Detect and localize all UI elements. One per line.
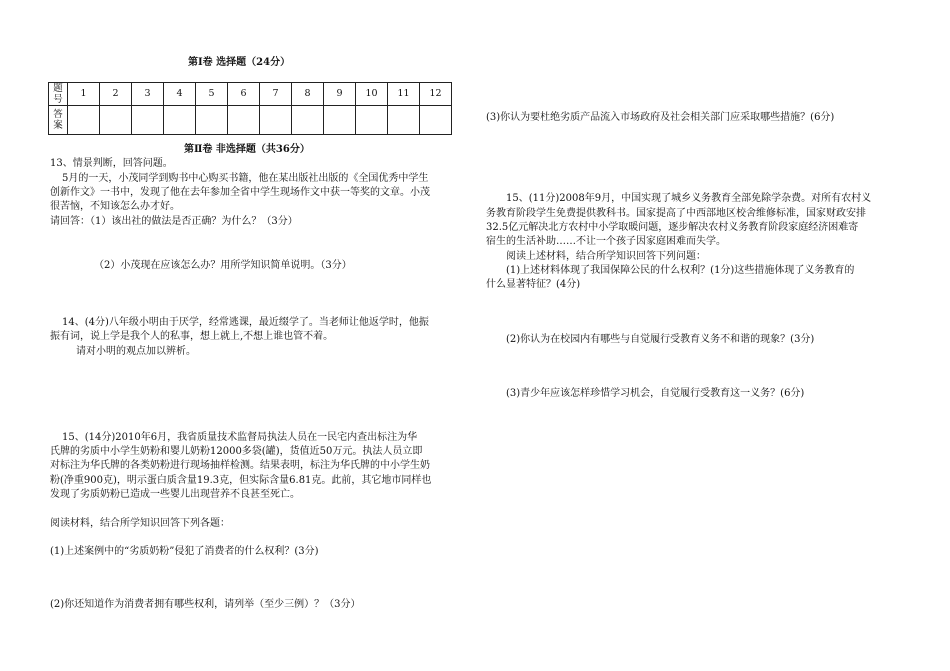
q15b-question-2: (2)你认为在校园内有哪些与自觉履行受教育义务不和谐的现象？(3分) <box>506 334 815 345</box>
q13-text-line: 创新作文》一书中，发现了他在去年参加全省中学生现场作文中获一等奖的文章。小茂 <box>50 187 430 198</box>
answer-cell[interactable] <box>356 106 388 135</box>
q15a-text-line: 发现了劣质奶粉已造成一些婴儿出现营养不良甚至死亡。 <box>50 489 300 500</box>
number-cell: 9 <box>324 83 356 106</box>
q13-text-line: 很苦恼，不知该怎么办才好。 <box>50 201 180 212</box>
q15a-text-line: 氏牌的劣质中小学生奶粉和婴儿奶粉12000多袋(罐)，货值近50万元。执法人员立即 <box>50 446 423 457</box>
q14-text-line: 振有词，说上学是我个人的私事，想上就上,不想上谁也管不着。 <box>50 331 334 342</box>
part1-title: 第Ⅰ卷 选择题（24分） <box>188 57 291 68</box>
answer-row <box>49 106 452 135</box>
q15a-question-3: (3)你认为要杜绝劣质产品流入市场政府及社会相关部门应采取哪些措施？(6分) <box>486 112 835 123</box>
q15b-text-line: 宿生的生活补助……不让一个孩子因家庭困难而失学。 <box>486 236 726 247</box>
answer-cell[interactable] <box>388 106 420 135</box>
answer-cell[interactable] <box>420 106 452 135</box>
q13-question-2: （2）小茂现在应该怎么办？用所学知识简单说明。（3分） <box>94 260 352 271</box>
answer-cell[interactable] <box>164 106 196 135</box>
number-cell: 3 <box>132 83 164 106</box>
answer-table <box>48 82 452 135</box>
row-label-answer <box>49 106 68 135</box>
q15b-text-line: 15、(11分)2008年9月，中国实现了城乡义务教育全部免除学杂费。对所有农村义 <box>506 193 872 204</box>
answer-cell[interactable] <box>292 106 324 135</box>
q14-text-line: 14、(4分)八年级小明由于厌学，经常逃课，最近缀学了。当老师让他返学时，他振 <box>62 317 429 328</box>
row-label-char: 案 <box>53 120 63 131</box>
row-label-number <box>49 83 68 106</box>
number-cell: 4 <box>164 83 196 106</box>
row-label-char: 号 <box>53 94 63 105</box>
number-cell: 8 <box>292 83 324 106</box>
q15a-read-instruction: 阅读材料，结合所学知识回答下列各题： <box>50 518 230 529</box>
q15b-read-instruction: 阅读上述材料，结合所学知识回答下列问题： <box>506 251 706 262</box>
q15a-question-2: (2)你还知道作为消费者拥有哪些权利，请列举（至少三例）？（3分） <box>50 599 361 610</box>
answer-cell[interactable] <box>100 106 132 135</box>
answer-cell[interactable] <box>68 106 100 135</box>
number-row <box>49 83 452 106</box>
number-cell: 7 <box>260 83 292 106</box>
q15b-question-3: (3)青少年应该怎样珍惜学习机会，自觉履行受教育这一义务？(6分) <box>506 388 805 399</box>
q15b-question-1-line: (1)上述材料体现了我国保障公民的什么权利？(1分)这些措施体现了义务教育的 <box>506 265 855 276</box>
q13-question-1: 请回答：（1）该出社的做法是否正确？为什么？（3分） <box>50 216 298 227</box>
answer-cell[interactable] <box>228 106 260 135</box>
answer-cell[interactable] <box>260 106 292 135</box>
q15b-question-1-line: 什么显著特征？(4分) <box>486 279 581 290</box>
number-cell: 12 <box>420 83 452 106</box>
q14-question: 请对小明的观点加以辨析。 <box>76 346 196 357</box>
answer-cell[interactable] <box>324 106 356 135</box>
row-label-char: 题 <box>53 83 63 94</box>
row-label-char: 答 <box>53 109 63 120</box>
number-cell: 10 <box>356 83 388 106</box>
number-cell: 2 <box>100 83 132 106</box>
number-cell: 11 <box>388 83 420 106</box>
number-cell: 5 <box>196 83 228 106</box>
number-cell: 1 <box>68 83 100 106</box>
q13-text-line: 5月的一天，小茂同学到购书中心购买书籍，他在某出版社出版的《全国优秀中学生 <box>62 173 429 184</box>
answer-cell[interactable] <box>196 106 228 135</box>
number-cell: 6 <box>228 83 260 106</box>
q13-head: 13、情景判断，回答问题。 <box>50 158 173 169</box>
q15b-text-line: 务教育阶段学生免费提供教科书。国家提高了中西部地区校舍维修标准，国家财政安排 <box>486 208 866 219</box>
answer-cell[interactable] <box>132 106 164 135</box>
part2-title: 第Ⅱ卷 非选择题（共36分） <box>184 144 310 155</box>
q15a-text-line: 粉(净重900克)，明示蛋白质含量19.3克，但实际含量6.81克。此前，其它地市同样也 <box>50 475 432 486</box>
q15b-text-line: 32.5亿元解决北方农村中小学取暖问题，逐步解决农村义务教育阶段家庭经济困难寄 <box>486 222 859 233</box>
q15a-text-line: 15、(14分)2010年6月，我省质量技术监督局执法人员在一民宅内查出标注为华 <box>62 432 418 443</box>
q15a-question-1: (1)上述案例中的“劣质奶粉”侵犯了消费者的什么权利？(3分) <box>50 546 319 557</box>
q15a-text-line: 对标注为华氏牌的各类奶粉进行现场抽样检测。结果表明，标注为华氏牌的中小学生奶 <box>50 460 430 471</box>
